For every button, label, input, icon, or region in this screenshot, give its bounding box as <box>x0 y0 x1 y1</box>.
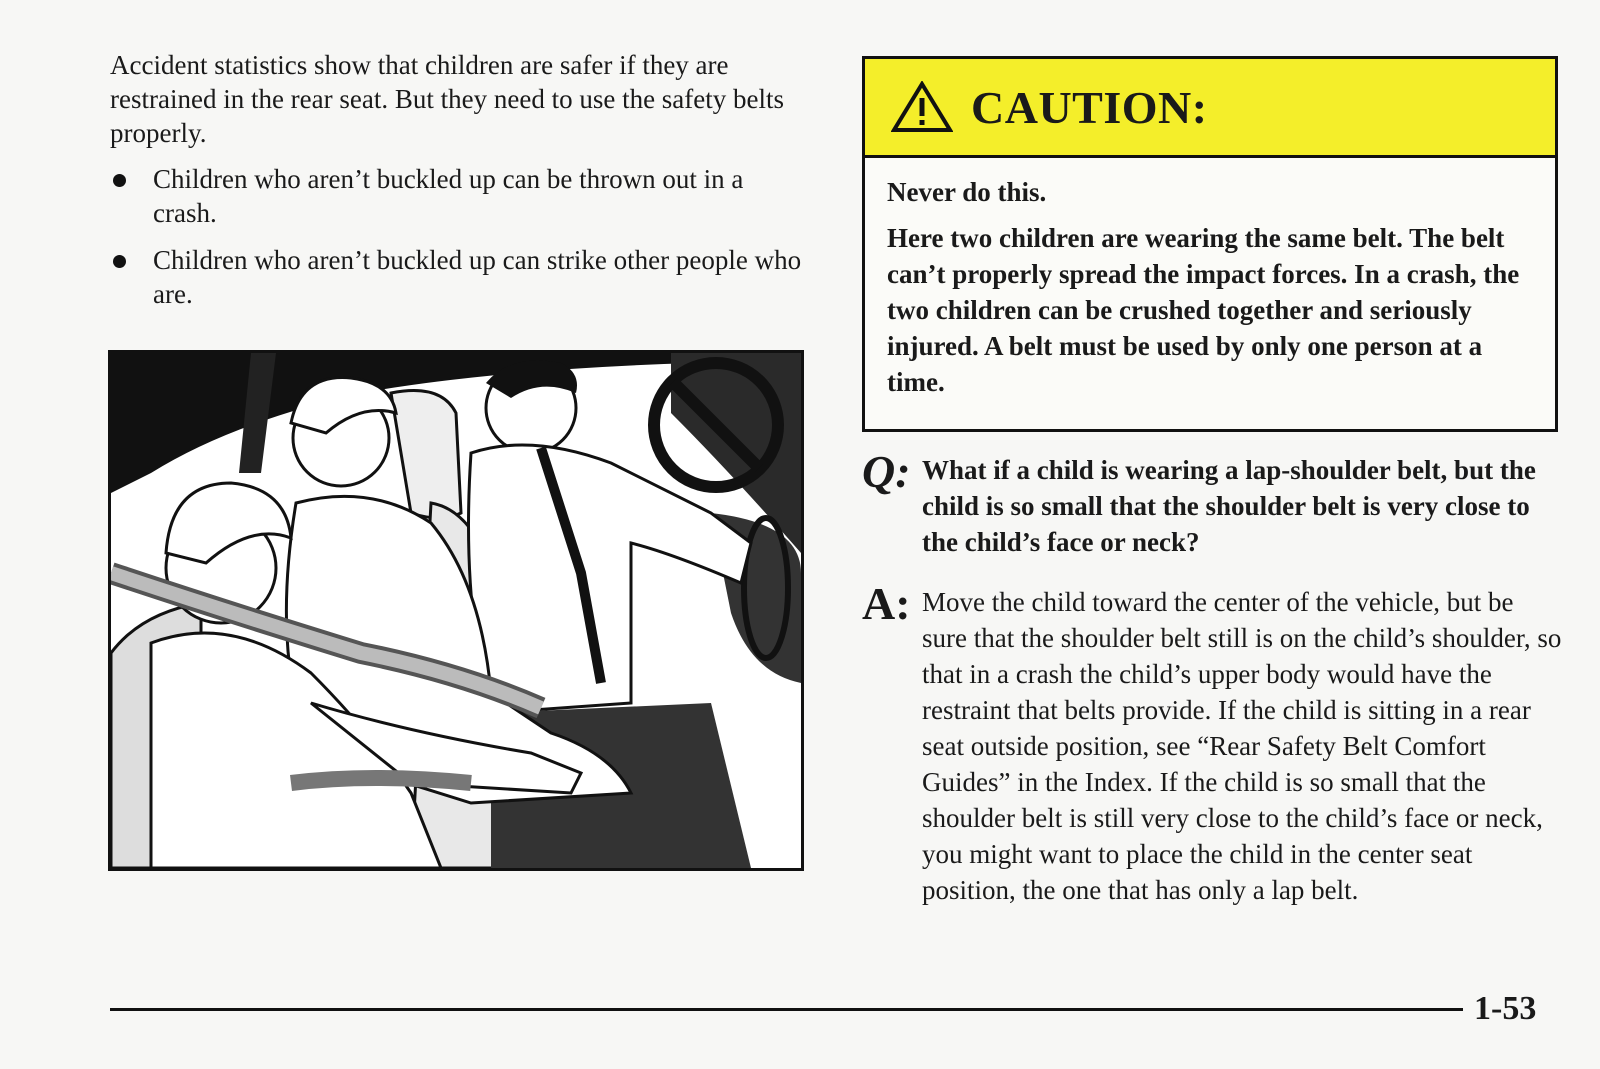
bullet-text: Children who aren’t buckled up can strike other people who are. <box>153 245 802 309</box>
caution-box <box>862 56 1558 432</box>
bullet-item <box>110 243 810 311</box>
caution-title: CAUTION: <box>971 81 1208 133</box>
page-number: 1-53 <box>1474 990 1537 1027</box>
caution-body <box>865 158 1555 400</box>
bullet-list <box>110 162 810 311</box>
question-block <box>862 446 1562 560</box>
intro-paragraph: Accident statistics show that children are safer if they are restrained in the rear seat. But they need to use the safety belts properly. <box>110 50 785 148</box>
illustration-two-children-one-belt <box>108 350 804 871</box>
caution-line: Never do this. <box>887 177 1047 207</box>
answer-text: Move the child toward the center of the vehicle, but be sure that the shoulder belt still is on the child’s shoulder, so that in a crash the child’s upper body would have the restraint that belts provide. If the child is sitting in a rear seat outside position, see “Rear Safety Belt Comfort Guides” in the Index. If the child is so small that the shoulder belt is still very close to the child’s face or neck, you might want to place the child in the center seat position, the one that has only a lap belt. <box>922 587 1562 905</box>
answer-block <box>862 578 1562 908</box>
caution-header <box>865 59 1555 158</box>
illustration-drawing <box>111 353 801 868</box>
left-column <box>110 48 810 324</box>
bullet-dot-icon <box>113 174 126 187</box>
warning-triangle-icon <box>891 81 953 133</box>
bullet-text: Children who aren’t buckled up can be thrown out in a crash. <box>153 164 744 228</box>
bullet-item <box>110 162 810 230</box>
question-mark-label: Q: <box>862 446 911 497</box>
caution-line: Here two children are wearing the same belt. The belt can’t properly spread the impact forces. In a crash, the two children can be crushed together and seriously injured. A belt must be used by only one person at a time. <box>887 223 1520 397</box>
answer-mark-label: A: <box>862 578 911 629</box>
bullet-dot-icon <box>113 255 126 268</box>
question-text: What if a child is wearing a lap-shoulder belt, but the child is so small that the shoulder belt is very close to the child’s face or neck? <box>922 455 1536 557</box>
footer-rule <box>110 1008 1463 1011</box>
